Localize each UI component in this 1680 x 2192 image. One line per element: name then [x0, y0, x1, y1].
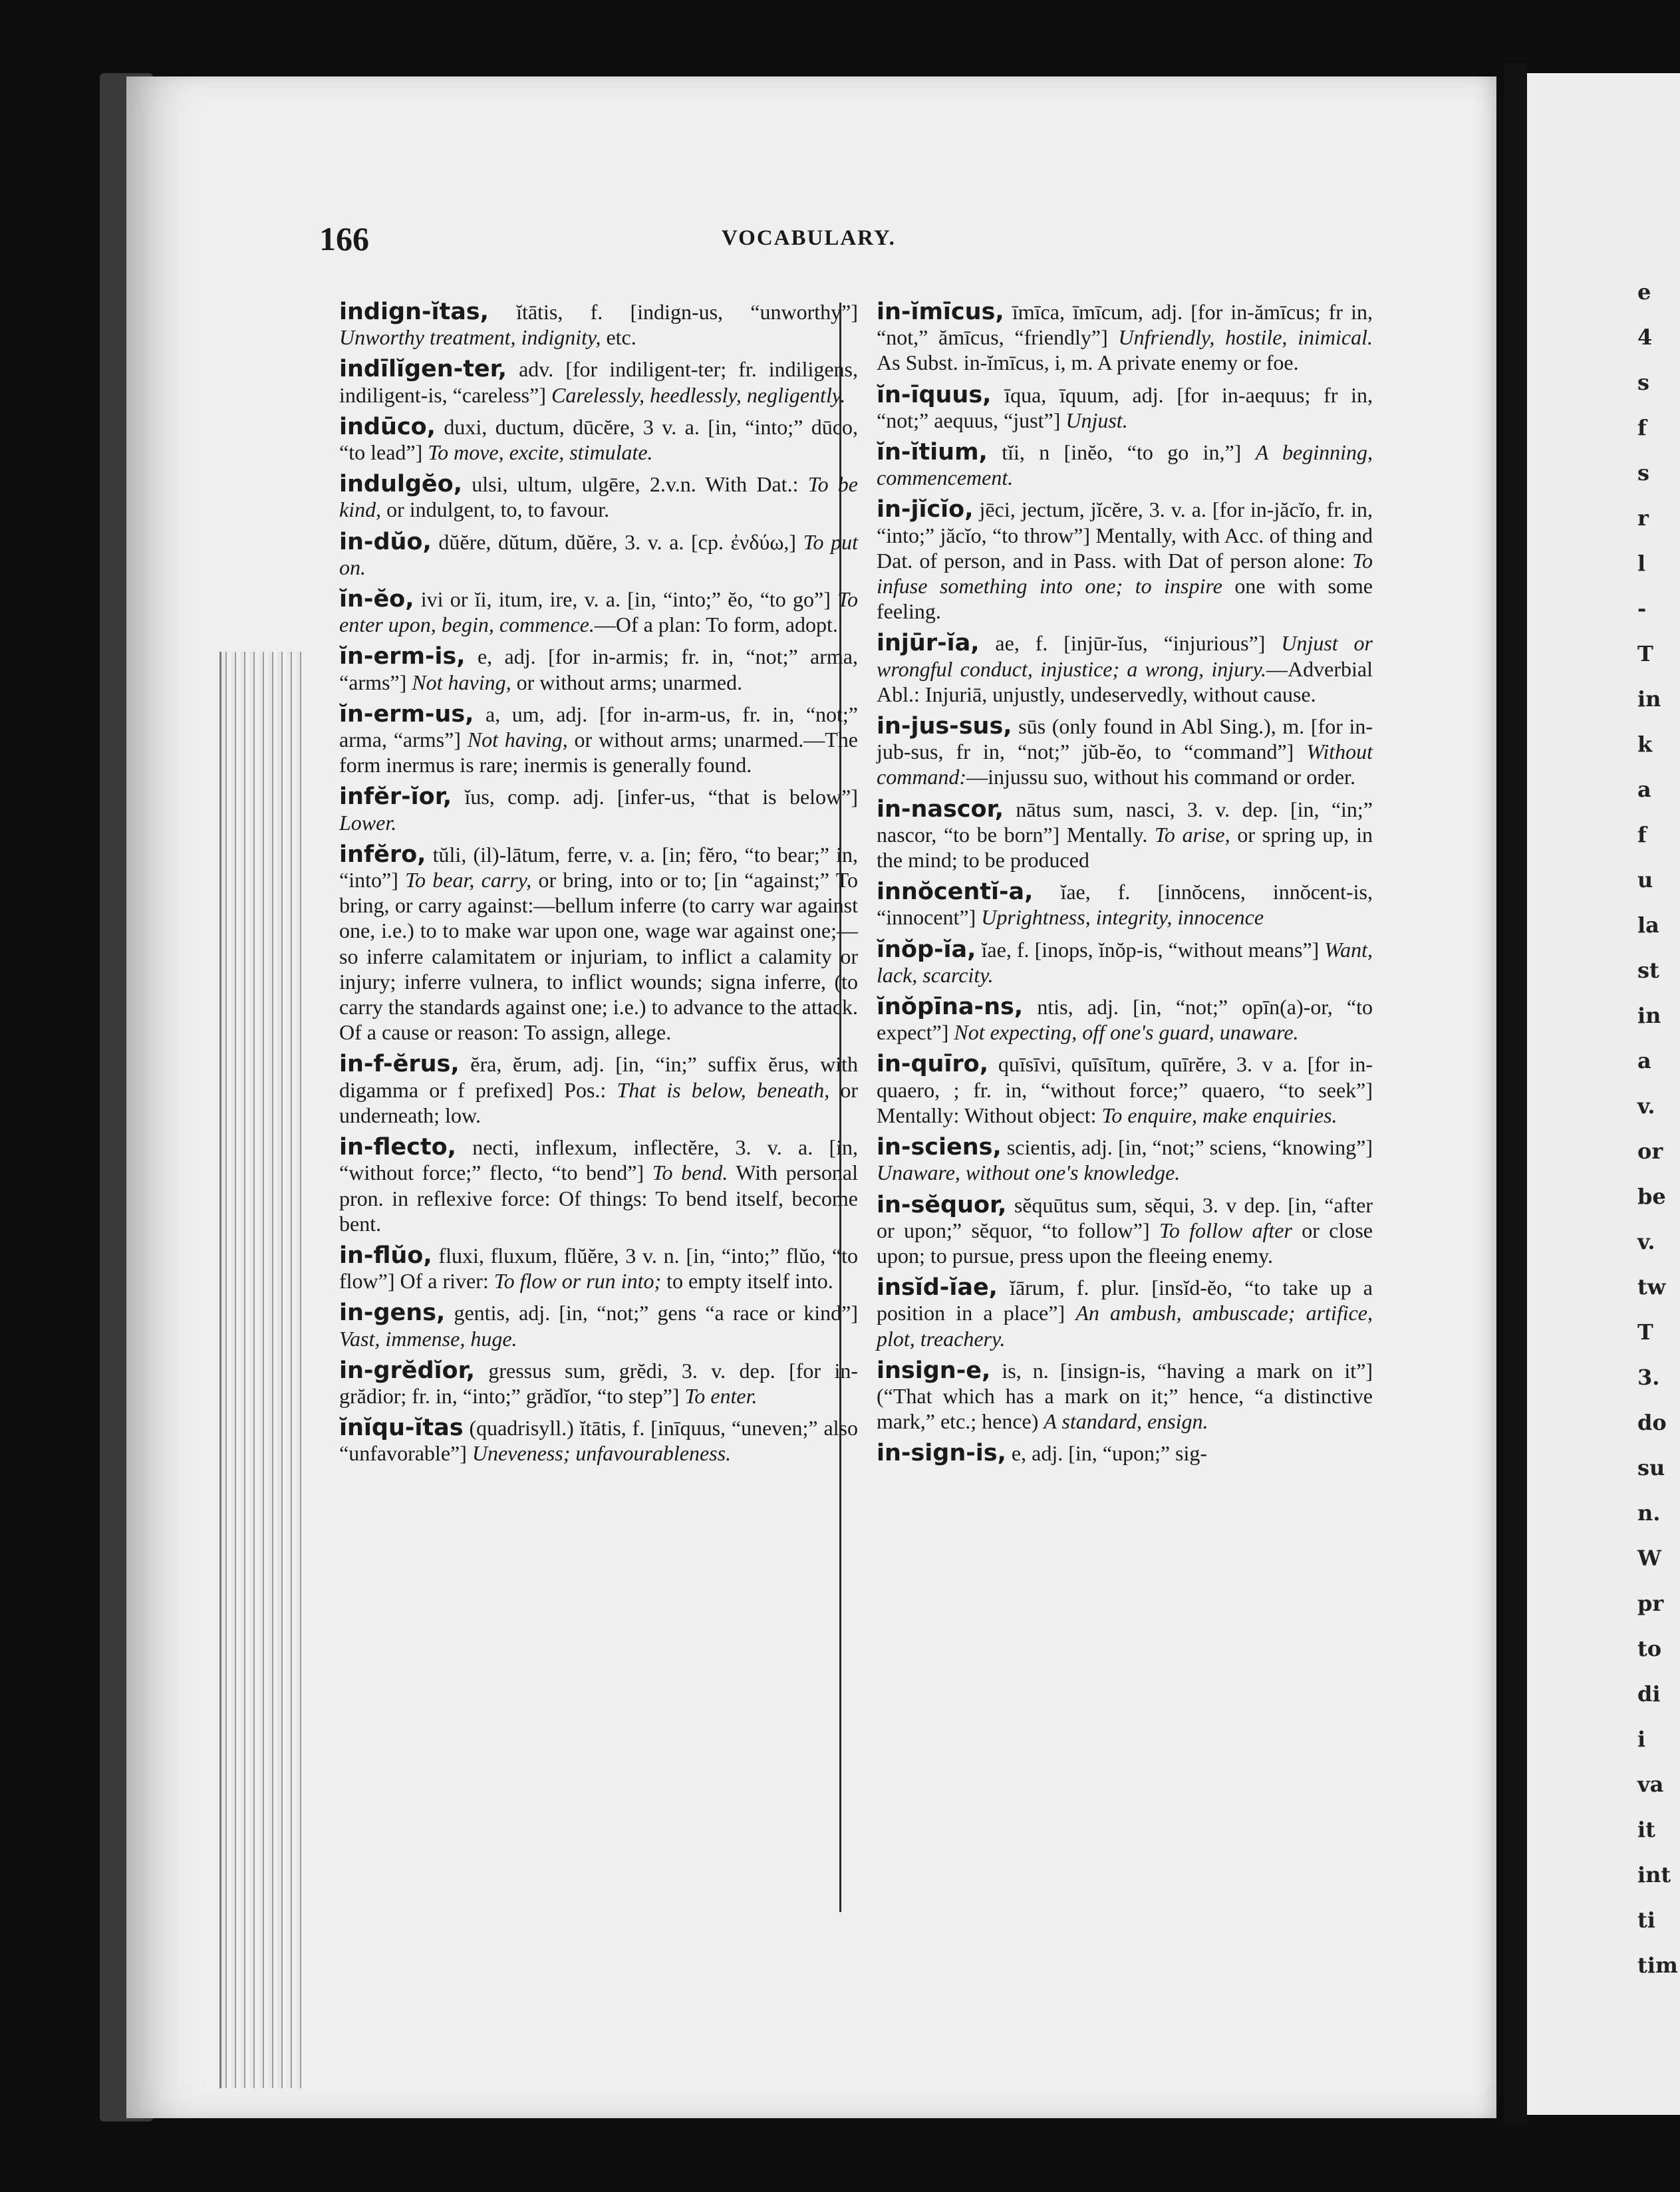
entry-etymology: (quadrisyll.) ĭtātis, f. [inīquus, “uneven;” also “unfavorable”]	[339, 1416, 858, 1466]
dictionary-entry	[877, 497, 1373, 624]
entry-headword: ĭnŏpīna-ns,	[877, 994, 1024, 1021]
entry-headword: ĭnŏp-ĭa,	[877, 936, 976, 963]
entry-etymology: dŭĕre, dŭtum, dŭĕre, 3. v. a. [cp. ἐνδύω,]	[431, 529, 803, 554]
dictionary-entry	[877, 630, 1373, 707]
entry-gloss: Uprightness, integrity, innocence	[981, 905, 1264, 930]
entry-etymology: ĭārum, f. plur. [insĭd-ĕo, “to take up a position in a place”]	[877, 1276, 1373, 1325]
entry-remainder: or without arms; unarmed.—The form inermus is rare; inermis is generally found.	[339, 728, 859, 777]
entry-gloss: Unfriendly, hostile, inimical.	[1118, 325, 1373, 350]
entry-etymology: tŭli, (il)-lātum, ferre, v. a. [in; fĕro, “to bear;” in, “into”]	[339, 842, 858, 892]
dictionary-entry	[877, 797, 1373, 873]
entry-headword: in-sĕquor,	[877, 1191, 1007, 1218]
entry-gloss: To bend.	[652, 1161, 728, 1185]
entry-etymology: nātus sum, nasci, 3. v. dep. [in, “in;” nascor, “to be born”] Mentally.	[877, 797, 1373, 847]
entry-etymology: ntis, adj. [in, “not;” opīn(a)-or, “to expect”]	[877, 995, 1373, 1045]
entry-headword: in-grĕdĭor,	[339, 1357, 476, 1384]
entry-gloss: To bear, carry,	[405, 868, 532, 892]
entry-headword: indign-ĭtas,	[339, 299, 489, 325]
entry-headword: indulgĕo,	[339, 471, 463, 498]
entry-gloss: To flow or run into;	[493, 1269, 662, 1294]
facing-page-fragment: l	[1637, 551, 1646, 576]
entry-remainder: or bring, into or to; [in “against;” To bring, or carry against:—bellum inferre (to carry war against one, i.e.) to to make war upon one, wage war against one;—so inferre calamitatem or injuriam, to inflict a calamity or injury; inferre vulnera, to inflict wounds; signa inferre, (to carry the standards against one; i.e.) to advance to the attack. Of a cause or reason: To assign, allege.	[339, 868, 859, 1045]
entry-etymology: īqua, īquum, adj. [for in-aequus; fr in, “not;” aequus, “just”]	[877, 382, 1373, 432]
entry-headword: in-dŭo,	[339, 528, 432, 555]
dictionary-entry	[877, 714, 1373, 790]
entry-etymology: ĭae, f. [innŏcens, innŏcent-is, “innocent”]	[877, 880, 1373, 930]
facing-page-fragment: f	[1637, 415, 1647, 440]
entry-etymology: ĭtātis, f. [indign-us, “unworthy”]	[488, 300, 858, 324]
entry-gloss: Not having,	[412, 670, 511, 694]
dictionary-entry	[877, 994, 1373, 1045]
facing-page-fragment: a	[1637, 777, 1651, 802]
entry-remainder: to empty itself into.	[661, 1269, 833, 1294]
dictionary-entry	[339, 472, 858, 522]
entry-etymology: gressus sum, grĕdi, 3. v. dep. [for in-grădior; fr. in, “into;” grădĭor, “to step”]	[339, 1358, 858, 1408]
entry-headword: in-jus-sus,	[877, 713, 1012, 740]
dictionary-entry	[339, 1051, 858, 1128]
entry-headword: ĭn-īquus,	[877, 381, 992, 408]
entry-etymology: gentis, adj. [in, “not;” gens “a race or kind”]	[445, 1301, 858, 1325]
facing-page-fragment: be	[1637, 1184, 1666, 1209]
facing-page-fragment: tim	[1637, 1953, 1678, 1978]
entry-headword: in-ĭmīcus,	[877, 299, 1004, 325]
entry-headword: innŏcentĭ-a,	[877, 879, 1034, 906]
dictionary-entry	[877, 1192, 1373, 1269]
entry-headword: ĭn-erm-us,	[339, 700, 474, 728]
entry-headword: in-nascor,	[877, 795, 1004, 823]
facing-page-fragment: u	[1637, 867, 1653, 892]
facing-page-fragment: k	[1637, 732, 1653, 757]
entry-remainder: or close upon; to pursue, press upon the fleeing enemy.	[877, 1218, 1373, 1268]
entry-gloss: Without command:	[877, 740, 1373, 789]
entry-gloss: An ambush, ambuscade; artifice, plot, treachery.	[877, 1301, 1373, 1351]
entry-gloss: That is below, beneath,	[617, 1077, 830, 1102]
dictionary-entry	[339, 529, 858, 580]
entry-etymology: ĭus, comp. adj. [infer-us, “that is below”]	[452, 785, 858, 809]
facing-page-fragment: s	[1637, 370, 1650, 395]
dictionary-entry	[877, 937, 1373, 988]
entry-gloss: A standard, ensign.	[1044, 1409, 1208, 1434]
entry-etymology: is, n. [insign-is, “having a mark on it”] (“That which has a mark on it;” hence, “a distinctive mark,” etc.; hence)	[877, 1358, 1373, 1434]
entry-gloss: Unworthy treatment, indignity,	[339, 325, 601, 350]
entry-headword: infĕr-ĭor,	[339, 783, 452, 811]
dictionary-entry	[877, 382, 1373, 433]
entry-etymology: jēci, jectum, jĭcĕre, 3. v. a. [for in-jăcĭo, fr. in, “into;” jăcĭo, “to throw”] Mentally, with Acc. of thing and Dat. of person, and in Pass. with Dat of person alone:	[877, 497, 1373, 573]
entry-etymology: fluxi, fluxum, flŭĕre, 3 v. n. [in, “into;” flŭo, “to flow”] Of a river:	[339, 1243, 858, 1294]
entry-headword: in-jĭcĭo,	[877, 496, 974, 523]
entry-etymology: e, adj. [in, “upon;” sig-	[1006, 1441, 1208, 1466]
entry-gloss: To move, excite, stimulate.	[428, 440, 653, 465]
facing-page-fragment: la	[1637, 912, 1659, 938]
entry-headword: in-flŭo,	[339, 1242, 432, 1269]
dictionary-entry	[877, 299, 1373, 376]
facing-page-fragment: W	[1637, 1546, 1661, 1571]
dictionary-entry	[877, 879, 1373, 930]
entry-gloss: To put on.	[339, 529, 859, 579]
entry-headword: in-quīro,	[877, 1051, 989, 1078]
facing-page-fragment: n.	[1637, 1500, 1661, 1526]
dictionary-entry	[877, 440, 1373, 490]
entry-gloss: A beginning, commencement.	[877, 440, 1373, 490]
entry-gloss: To follow after	[1159, 1218, 1292, 1242]
dictionary-entry	[877, 1275, 1373, 1351]
dictionary-entry	[877, 1135, 1373, 1185]
facing-page	[1527, 73, 1680, 2115]
entry-headword: ĭnĭqu-ĭtas	[339, 1415, 464, 1442]
entry-etymology: adv. [for indiligent-ter; fr. indiligens, indiligent-is, “careless”]	[339, 357, 858, 407]
entry-etymology: e, adj. [for in-armis; fr. in, “not;” arma, “arms”]	[339, 644, 858, 694]
facing-page-fragment: st	[1637, 958, 1659, 983]
entry-remainder: or underneath; low.	[339, 1077, 859, 1127]
facing-page-fragment: it	[1637, 1817, 1655, 1842]
facing-page-fragment: T	[1637, 1319, 1653, 1345]
entry-headword: infĕro,	[339, 841, 426, 868]
right-column	[877, 299, 1373, 1473]
entry-etymology: tĭi, n [inĕo, “to go in,”]	[987, 440, 1256, 465]
entry-gloss: To enter upon, begin, commence.	[339, 587, 858, 637]
dictionary-entry	[339, 1135, 858, 1236]
entry-remainder: With personal pron. in reflexive force: Of things: To bend itself, become bent.	[339, 1161, 859, 1236]
entry-gloss: Unjust.	[1065, 408, 1128, 432]
left-column	[339, 299, 858, 1473]
entry-gloss: Want, lack, scarcity.	[877, 937, 1373, 987]
entry-etymology: ae, f. [injūr-ĭus, “injurious”]	[979, 631, 1282, 656]
entry-headword: insign-e,	[877, 1357, 991, 1384]
entry-remainder: —injussu suo, without his command or order.	[966, 765, 1355, 789]
facing-page-fragment: -	[1637, 596, 1647, 621]
facing-page-fragment: 4	[1637, 325, 1653, 350]
entry-gloss: To enquire, make enquiries.	[1101, 1103, 1337, 1127]
entry-headword: insĭd-ĭae,	[877, 1274, 998, 1302]
entry-gloss: Lower.	[339, 810, 397, 835]
entry-gloss: To enter.	[684, 1383, 758, 1408]
dictionary-entry	[339, 702, 858, 778]
facing-page-fragment: a	[1637, 1048, 1651, 1073]
entry-etymology: scientis, adj. [in, “not;” sciens, “knowing”]	[1001, 1135, 1373, 1160]
entry-gloss: Carelessly, heedlessly, negligently.	[551, 382, 846, 407]
entry-headword: in-gens,	[339, 1300, 446, 1327]
entry-headword: indūco,	[339, 413, 436, 440]
dictionary-entry	[339, 1358, 858, 1409]
entry-etymology: sĕquūtus sum, sĕqui, 3. v dep. [in, “after or upon;” sĕquor, “to follow”]	[877, 1192, 1373, 1242]
book-gutter	[1504, 63, 1527, 2125]
entry-remainder: etc.	[601, 325, 636, 350]
dictionary-entry	[339, 842, 858, 1045]
entry-headword: ĭn-ĕo,	[339, 586, 414, 613]
dictionary-entry	[877, 1051, 1373, 1128]
page-number: 166	[319, 220, 369, 257]
entry-gloss: Vast, immense, huge.	[339, 1326, 517, 1351]
facing-page-fragment: in	[1637, 1003, 1661, 1028]
entry-gloss: Unaware, without one's knowledge.	[877, 1161, 1181, 1185]
entry-headword: in-sign-is,	[877, 1440, 1006, 1467]
entry-gloss: Not having,	[467, 728, 568, 752]
facing-page-fragment: v.	[1637, 1229, 1655, 1254]
facing-page-fragment: va	[1637, 1772, 1664, 1797]
facing-page-fragment: tw	[1637, 1274, 1666, 1300]
entry-headword: ĭn-erm-is,	[339, 643, 466, 670]
entry-etymology: quīsīvi, quīsītum, quīrĕre, 3. v a. [for in-quaero, ; fr. in, “without force;” quaero, “to seek”] Mentally: Without object:	[877, 1052, 1373, 1127]
facing-page-fragment: e	[1637, 279, 1651, 305]
dictionary-entry	[339, 587, 858, 637]
entry-etymology: a, um, adj. [for in-arm-us, fr. in, “not;” arma, “arms”]	[339, 702, 858, 752]
entry-gloss: To be kind,	[339, 472, 859, 522]
facing-page-fragment: s	[1637, 460, 1650, 485]
dictionary-entry	[339, 1415, 858, 1466]
entry-gloss: To infuse something into one; to inspire	[877, 548, 1373, 599]
facing-page-fragment: di	[1637, 1681, 1661, 1707]
dictionary-entry	[339, 644, 858, 694]
entry-etymology: sūs (only found in Abl Sing.), m. [for in-jub-sus, fr in, “not;” jŭb-ĕo, to “command”]	[877, 714, 1373, 764]
entry-remainder: or indulgent, to, to favour.	[381, 497, 610, 522]
dictionary-entry	[339, 1300, 858, 1351]
entry-etymology: ivi or ĭi, itum, ire, v. a. [in, “into;” ĕo, “to go”]	[414, 587, 838, 612]
facing-page-fragment: to	[1637, 1636, 1662, 1661]
entry-headword: in-flecto,	[339, 1134, 456, 1161]
facing-page-fragment: f	[1637, 822, 1647, 847]
dictionary-entry	[339, 356, 858, 407]
entry-headword: ĭn-ĭtium,	[877, 439, 988, 466]
entry-etymology: ulsi, ultum, ulgēre, 2.v.n. With Dat.:	[462, 472, 808, 497]
facing-page-fragment: ti	[1637, 1907, 1655, 1933]
entry-gloss: To arise,	[1155, 822, 1230, 847]
dictionary-entry	[339, 784, 858, 835]
entry-remainder: As Subst. in-ĭmīcus, i, m. A private enemy or foe.	[877, 350, 1299, 375]
entry-etymology: īmīca, īmīcum, adj. [for in-ămīcus; fr in, “not,” ămīcus, “friendly”]	[877, 300, 1373, 350]
entry-etymology: necti, inflexum, inflectĕre, 3. v. a. [in, “without force;” flecto, “to bend”]	[339, 1135, 858, 1185]
facing-page-fragment: or	[1637, 1139, 1663, 1164]
entry-remainder: or without arms; unarmed.	[511, 670, 743, 694]
facing-page-fragment: T	[1637, 641, 1653, 666]
entry-gloss: Uneveness; unfavourableness.	[472, 1441, 732, 1466]
entry-remainder: —Adverbial Abl.: Injuriā, unjustly, undeservedly, without cause.	[877, 656, 1373, 706]
facing-page-fragment: do	[1637, 1410, 1667, 1435]
dictionary-entry	[339, 299, 858, 350]
entry-etymology: duxi, ductum, dūcĕre, 3 v. a. [in, “into;” dūco, “to lead”]	[339, 414, 858, 465]
entry-etymology: ĭae, f. [inops, ĭnŏp-is, “without means”]	[976, 937, 1325, 962]
dictionary-entry	[339, 414, 858, 465]
dictionary-entry	[339, 1243, 858, 1294]
facing-page-fragment: su	[1637, 1455, 1665, 1480]
entry-remainder: one with some feeling.	[877, 574, 1373, 624]
entry-headword: in-f-ĕrus,	[339, 1051, 460, 1078]
entry-headword: injūr-ĭa,	[877, 630, 980, 657]
facing-page-fragment: int	[1637, 1862, 1671, 1887]
running-head: VOCABULARY.	[722, 226, 896, 250]
facing-page-fragment: 3.	[1637, 1365, 1660, 1390]
entry-headword: in-sciens,	[877, 1134, 1002, 1161]
dictionary-entry	[877, 1440, 1373, 1466]
entry-remainder: or spring up, in the mind; to be produced	[877, 822, 1373, 873]
entry-headword: indīlĭgen-ter,	[339, 356, 507, 383]
entry-etymology: ĕra, ĕrum, adj. [in, “in;” suffix ĕrus, with digamma or f prefixed] Pos.:	[339, 1052, 858, 1102]
facing-page-fragment: i	[1637, 1726, 1646, 1752]
entry-gloss: Not expecting, off one's guard, unaware.	[954, 1020, 1299, 1045]
entry-gloss: Unjust or wrongful conduct, injustice; a wrong, injury.	[877, 631, 1373, 681]
facing-page-fragment: pr	[1637, 1591, 1664, 1616]
dictionary-entry	[877, 1358, 1373, 1435]
facing-page-fragment: in	[1637, 686, 1661, 712]
entry-remainder: —Of a plan: To form, adopt.	[594, 613, 838, 637]
facing-page-fragment: r	[1637, 505, 1649, 531]
page-stack-edges	[219, 652, 301, 2088]
facing-page-fragment: v.	[1637, 1093, 1655, 1119]
